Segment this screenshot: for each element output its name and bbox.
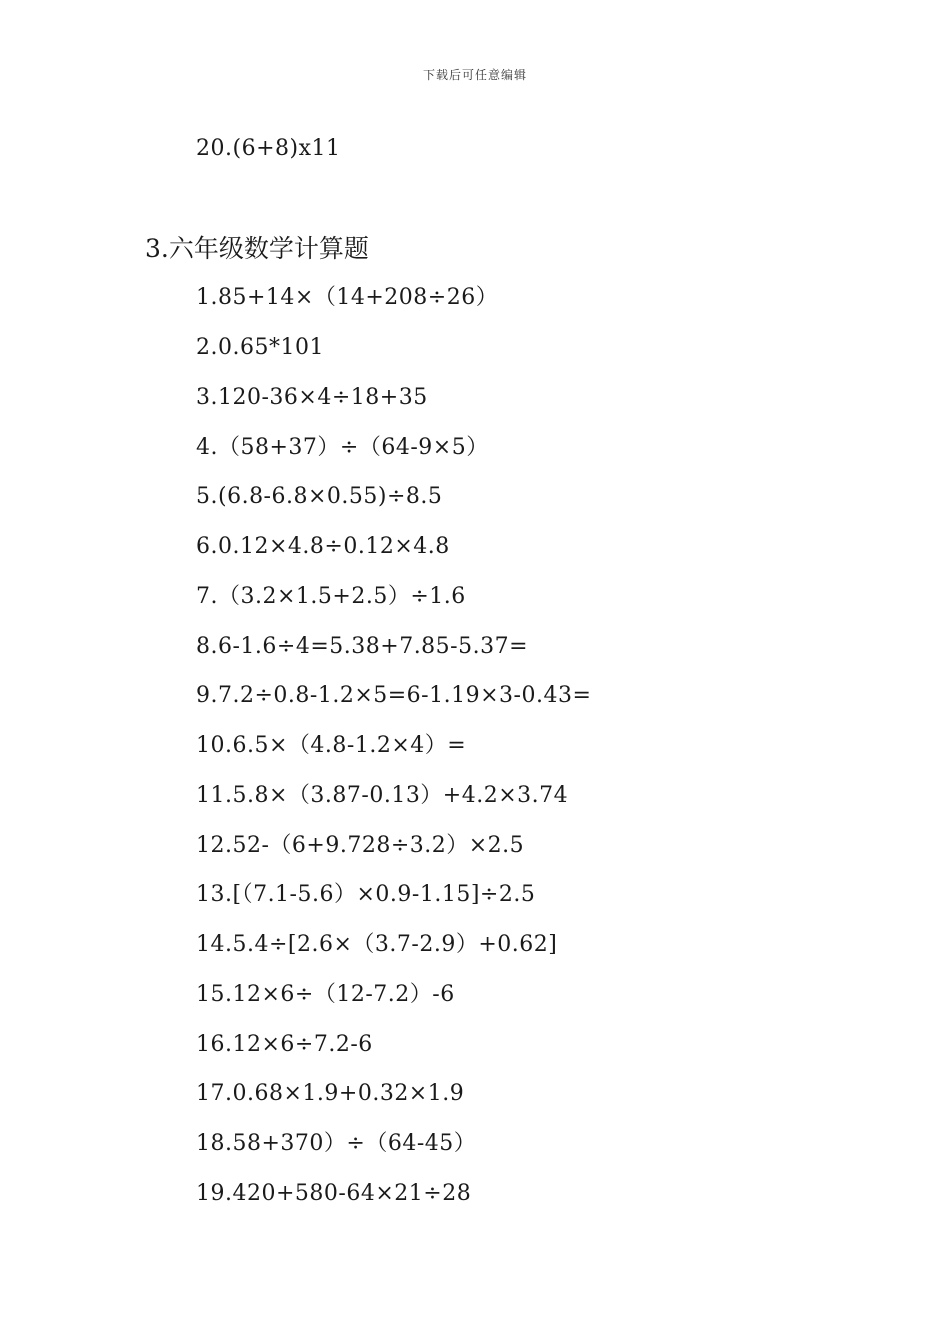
previous-problem-20: 20.(6+8)x11 <box>196 136 341 161</box>
page-header: 下载后可任意编辑 <box>422 68 527 82</box>
problem-item: 8.6-1.6÷4=5.38+7.85-5.37= <box>196 634 529 659</box>
problem-item: 11.5.8×（3.87-0.13）+4.2×3.74 <box>196 783 569 808</box>
problem-item: 2.0.65*101 <box>196 335 324 360</box>
problem-item: 3.120-36×4÷18+35 <box>196 385 428 410</box>
section-title: 3.六年级数学计算题 <box>145 234 369 263</box>
problem-item: 7.（3.2×1.5+2.5）÷1.6 <box>196 584 466 609</box>
problem-item: 9.7.2÷0.8-1.2×5=6-1.19×3-0.43= <box>196 683 592 708</box>
problem-item: 15.12×6÷（12-7.2）-6 <box>196 982 455 1007</box>
problem-item: 14.5.4÷[2.6×（3.7-2.9）+0.62] <box>196 932 558 957</box>
problem-item: 6.0.12×4.8÷0.12×4.8 <box>196 534 450 559</box>
problem-item: 5.(6.8-6.8×0.55)÷8.5 <box>196 484 443 509</box>
problem-item: 12.52-（6+9.728÷3.2）×2.5 <box>196 833 525 858</box>
problem-item: 18.58+370）÷（64-45） <box>196 1131 477 1156</box>
problem-item: 13.[（7.1-5.6）×0.9-1.15]÷2.5 <box>196 882 536 907</box>
problem-item: 19.420+580-64×21÷28 <box>196 1181 472 1206</box>
problem-item: 17.0.68×1.9+0.32×1.9 <box>196 1081 465 1106</box>
problem-item: 16.12×6÷7.2-6 <box>196 1032 373 1057</box>
problem-item: 1.85+14×（14+208÷26） <box>196 285 499 310</box>
problem-item: 4.（58+37）÷（64-9×5） <box>196 435 489 460</box>
problem-item: 10.6.5×（4.8-1.2×4）= <box>196 733 467 758</box>
